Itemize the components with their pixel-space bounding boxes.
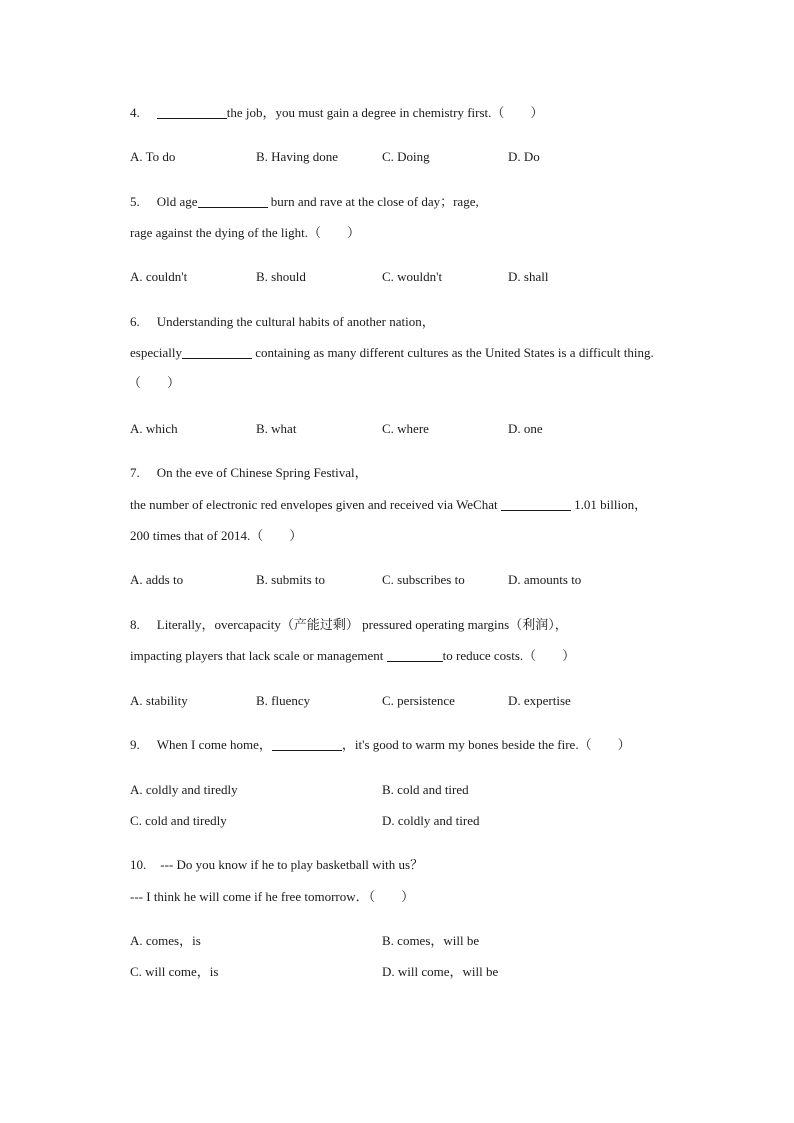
option-c: C. subscribes to	[382, 572, 465, 587]
option-b: B. cold and tired	[382, 782, 469, 797]
question-10-stem-line2: --- I think he will come if he free tomorrow．（ ）	[130, 889, 415, 904]
question-10-stem	[130, 858, 423, 871]
stem-text: containing as many different cultures as the United States is a difficult thing.	[251, 345, 654, 360]
option-b: B. comes，will be	[382, 933, 480, 948]
option-a: A. adds to	[130, 572, 184, 587]
stem-text: the job，you must gain a degree in chemistry first.（ ）	[226, 105, 544, 120]
answer-blank	[501, 498, 571, 511]
option-d: D. will come，will be	[382, 964, 499, 979]
question-6-stem-line3: （ ）	[128, 375, 181, 390]
option-d: D. one	[508, 421, 543, 436]
question-9-stem	[130, 738, 631, 751]
question-number: 6.	[130, 314, 140, 329]
question-7-stem-line2	[130, 498, 647, 511]
stem-text: --- Do you know if he to play basketball with us？	[160, 857, 424, 872]
question-number: 4.	[130, 105, 140, 120]
option-a: A. which	[130, 421, 178, 436]
question-7-stem	[130, 466, 368, 479]
stem-text: Literally，overcapacity（产能过剩） pressured operating margins（利润），	[156, 617, 568, 632]
answer-blank	[272, 738, 342, 751]
option-b: B. what	[256, 421, 297, 436]
question-4-stem	[130, 106, 543, 119]
answer-blank	[198, 195, 268, 208]
option-d: D. Do	[508, 149, 540, 164]
option-c: C. persistence	[382, 693, 455, 708]
option-d: D. amounts to	[508, 572, 582, 587]
option-a: A. To do	[130, 149, 176, 164]
stem-text: ，it's good to warm my bones beside the fire.（ ）	[341, 737, 631, 752]
option-b: B. submits to	[256, 572, 325, 587]
stem-text: especially	[130, 345, 182, 360]
option-a: A. couldn't	[130, 269, 188, 284]
option-c: C. Doing	[382, 149, 430, 164]
question-number: 8.	[130, 617, 140, 632]
question-5-stem	[130, 195, 479, 208]
option-d: D. coldly and tired	[382, 813, 480, 828]
stem-text: 1.01 billion，	[570, 497, 648, 512]
option-d: D. expertise	[508, 693, 571, 708]
question-number: 9.	[130, 737, 140, 752]
answer-blank	[387, 649, 443, 662]
question-number: 7.	[130, 465, 140, 480]
option-a: A. stability	[130, 693, 188, 708]
question-number: 10.	[130, 857, 147, 872]
option-b: B. should	[256, 269, 306, 284]
option-a: A. coldly and tiredly	[130, 782, 238, 797]
stem-text: impacting players that lack scale or management	[130, 648, 387, 663]
answer-blank	[182, 346, 252, 359]
option-c: C. wouldn't	[382, 269, 443, 284]
option-a: A. comes，is	[130, 933, 201, 948]
stem-text: On the eve of Chinese Spring Festival，	[156, 465, 368, 480]
option-c: C. will come，is	[130, 964, 219, 979]
option-b: B. fluency	[256, 693, 311, 708]
stem-text: burn and rave at the close of day；rage,	[267, 194, 479, 209]
answer-blank	[157, 106, 227, 119]
stem-text: to reduce costs.（ ）	[442, 648, 576, 663]
question-5-stem-line2: rage against the dying of the light.（ ）	[130, 225, 360, 240]
stem-text: Old age	[156, 194, 198, 209]
option-c: C. where	[382, 421, 429, 436]
question-8-stem-line2	[130, 649, 575, 662]
option-c: C. cold and tiredly	[130, 813, 227, 828]
stem-text: When I come home，	[156, 737, 272, 752]
stem-text: Understanding the cultural habits of another nation，	[156, 314, 435, 329]
stem-text: the number of electronic red envelopes given and received via WeChat	[130, 497, 501, 512]
question-8-stem	[130, 618, 568, 631]
question-7-stem-line3: 200 times that of 2014.（ ）	[130, 528, 303, 543]
question-number: 5.	[130, 194, 140, 209]
question-6-stem	[130, 315, 435, 328]
option-b: B. Having done	[256, 149, 338, 164]
option-d: D. shall	[508, 269, 549, 284]
question-6-stem-line2	[130, 346, 654, 359]
